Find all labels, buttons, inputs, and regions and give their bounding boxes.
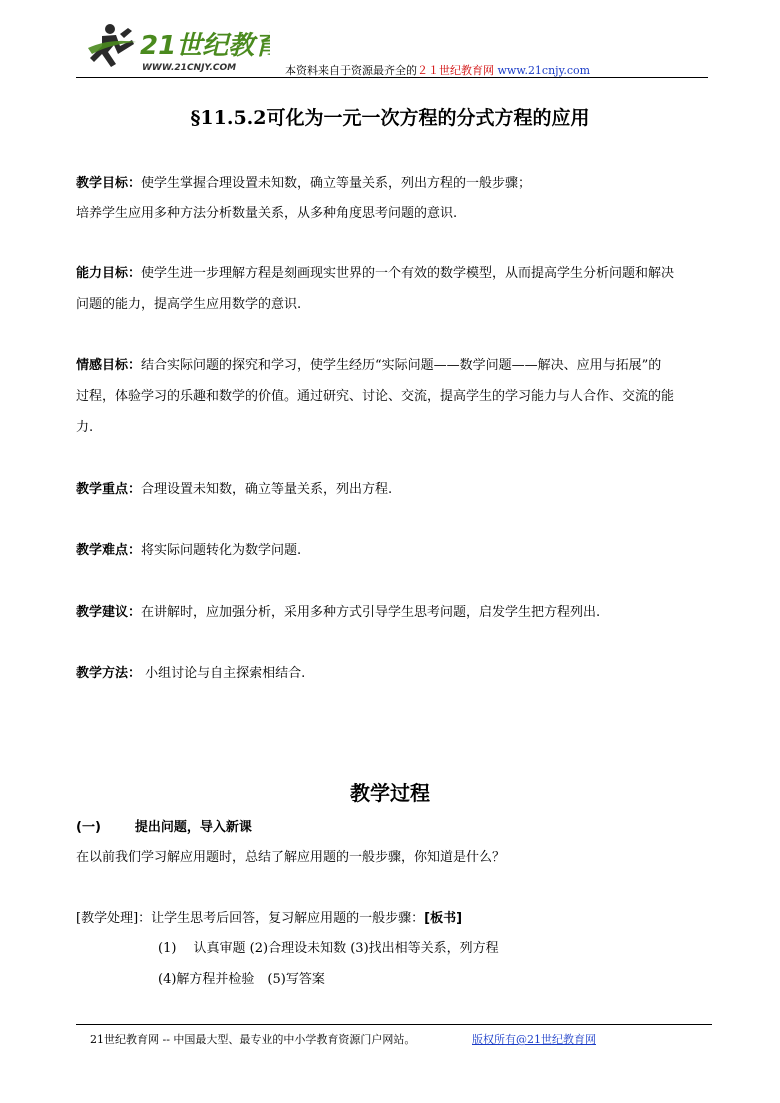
board-label: [板书] xyxy=(424,911,463,926)
difficulty-label: 教学难点： xyxy=(76,543,142,558)
emotion-goal-text: 结合实际问题的探究和学习，使学生经历“实际问题——数学问题——解决、应用与拓展”的 xyxy=(141,358,662,373)
header-note-site: ２１世纪教育网 xyxy=(417,64,494,77)
step-number: (一) xyxy=(76,820,101,835)
footer-rule xyxy=(76,1024,712,1025)
suggestion-line xyxy=(76,604,600,622)
difficulty-line xyxy=(76,542,301,560)
teaching-goal-text: 使学生掌握合理设置未知数，确立等量关系，列出方程的一般步骤； xyxy=(141,176,532,191)
svg-text:WWW.21CNJY.COM: WWW.21CNJY.COM xyxy=(142,63,237,73)
svg-text:21世纪教育: 21世纪教育 xyxy=(140,31,270,61)
key-point-line xyxy=(76,481,392,499)
steps-line-1: (1) 认真审题 (2)合理设未知数 (3)找出相等关系，列方程 xyxy=(158,941,499,956)
header-note-prefix: 本资料来自于资源最齐全的 xyxy=(285,64,417,77)
ability-goal-line xyxy=(76,265,674,283)
header-source-note xyxy=(285,62,590,78)
teaching-goal-line-2: 培养学生应用多种方法分析数量关系，从多种角度思考问题的意识. xyxy=(76,206,458,221)
emotion-goal-line-2: 过程，体验学习的乐趣和数学的价值。通过研究、讨论、交流，提高学生的学习能力与人合作、交流的能 xyxy=(76,389,675,404)
key-point-text: 合理设置未知数，确立等量关系，列出方程. xyxy=(141,482,393,497)
teaching-goal-label: 教学目标： xyxy=(76,176,142,191)
ability-goal-text: 使学生进一步理解方程是刻画现实世界的一个有效的数学模型，从而提高学生分析问题和解决 xyxy=(141,266,675,281)
process-title: 教学过程 xyxy=(350,781,430,805)
ability-goal-line-2: 问题的能力，提高学生应用数学的意识. xyxy=(76,297,302,312)
method-label: 教学方法： xyxy=(76,666,142,681)
footer-copyright-link[interactable]: 版权所有@21世纪教育网 xyxy=(472,1033,596,1046)
header-rule xyxy=(76,77,708,78)
site-logo xyxy=(80,18,270,76)
emotion-goal-line-3: 力. xyxy=(76,420,94,435)
step-title: 提出问题，导入新课 xyxy=(134,820,252,835)
teaching-goal-line xyxy=(76,175,531,193)
handling-line xyxy=(76,910,462,928)
method-line xyxy=(76,665,305,683)
emotion-goal-line xyxy=(76,357,661,375)
key-point-label: 教学重点： xyxy=(76,482,142,497)
step-heading xyxy=(76,819,252,837)
emotion-goal-label: 情感目标： xyxy=(76,358,142,373)
steps-line-2: (4)解方程并检验 (5)写答案 xyxy=(158,972,325,987)
document-title: §11.5.2可化为一元一次方程的分式方程的应用 xyxy=(190,107,590,129)
intro-question: 在以前我们学习解应用题时，总结了解应用题的一般步骤，你知道是什么？ xyxy=(76,850,506,865)
suggestion-text: 在讲解时，应加强分析，采用多种方式引导学生思考问题，启发学生把方程列出. xyxy=(141,605,601,620)
handling-text: [教学处理]：让学生思考后回答，复习解应用题的一般步骤： xyxy=(76,911,425,926)
ability-goal-label: 能力目标： xyxy=(76,266,142,281)
method-text: 小组讨论与自主探索相结合. xyxy=(141,666,306,681)
footer-text: 21世纪教育网 -- 中国最大型、最专业的中小学教育资源门户网站。 xyxy=(90,1033,416,1046)
header-note-url[interactable]: www.21cnjy.com xyxy=(497,64,591,77)
suggestion-label: 教学建议： xyxy=(76,605,142,620)
difficulty-text: 将实际问题转化为数学问题. xyxy=(141,543,302,558)
